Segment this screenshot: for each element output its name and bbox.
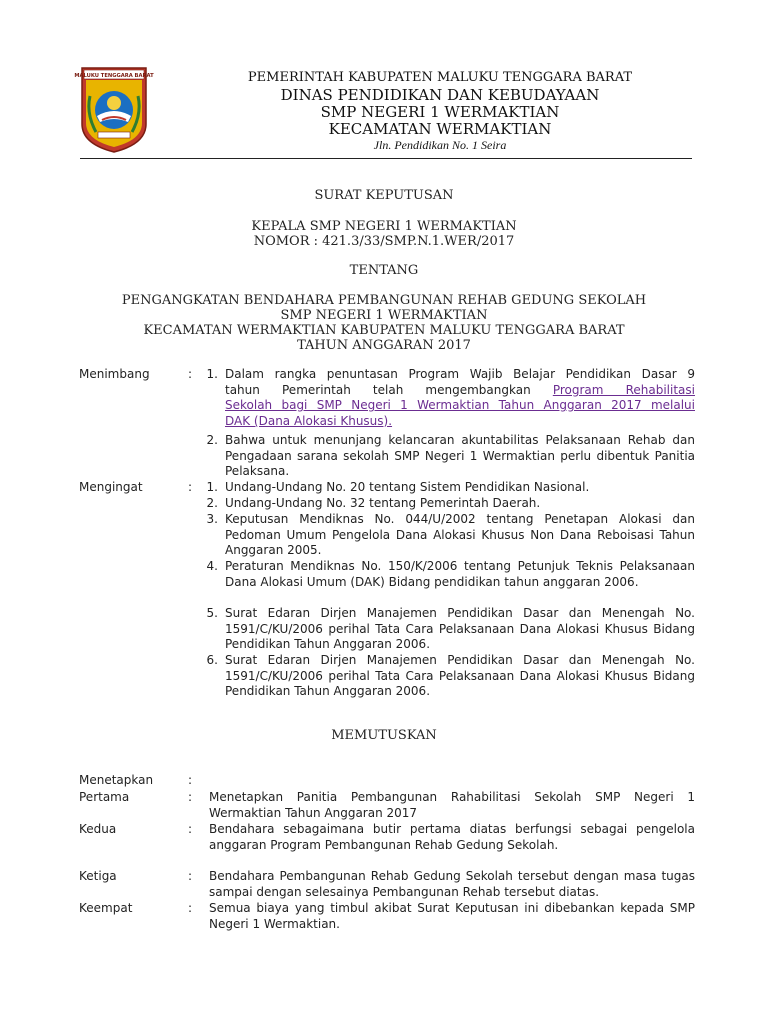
decision-label-ketiga: Ketiga [79,869,117,883]
decision-colon: : [188,901,193,915]
list-item: Undang-Undang No. 20 tentang Sistem Pendidikan Nasional. [225,480,590,494]
header-department: DINAS PENDIDIKAN DAN KEBUDAYAAN [280,86,600,104]
document-title: SURAT KEPUTUSAN [314,188,454,203]
subject-line-4: TAHUN ANGGARAN 2017 [297,338,471,353]
decision-label-keempat: Keempat [79,901,133,915]
section-label-menimbang: Menimbang [79,367,150,381]
list-item: Surat Edaran Dirjen Manajemen Pendidikan Dasar dan Menengah No. 1591/C/KU/2006 perihal Tata Cara Pelaksanaan Dana Alokasi Khusus Bidang Pendidikan Tahun Anggaran 2006. [225,606,695,652]
list-number: 6. [206,653,218,667]
document-about: TENTANG [349,263,419,278]
list-item: Peraturan Mendiknas No. 150/K/2006 tentang Petunjuk Teknis Pelaksanaan Dana Alokasi Umum (DAK) Bidang pendidikan tahun anggaran 2006. [225,559,695,589]
program-link[interactable]: Sekolah bagi SMP Negeri 1 Wermaktian Tahun Anggaran 2017 melalui [225,398,695,413]
decision-colon: : [188,869,193,883]
regency-logo [74,66,154,154]
decision-text-kedua: Bendahara sebagaimana butir pertama diatas berfungsi sebagai pengelola anggaran Program Pembangunan Rehab Gedung Sekolah. [209,822,695,852]
header-district: KECAMATAN WERMAKTIAN [328,120,552,138]
letterhead-divider [80,158,692,159]
decision-colon: : [188,822,193,836]
list-number: 2. [206,496,218,510]
subject-line-2: SMP NEGERI 1 WERMAKTIAN [280,308,488,323]
header-government: PEMERINTAH KABUPATEN MALUKU TENGGARA BARAT [247,70,633,85]
program-link[interactable]: Program Rehabilitasi [552,382,695,397]
list-number: 3. [206,512,218,526]
document-issuer: KEPALA SMP NEGERI 1 WERMAKTIAN [251,219,517,234]
decision-colon: : [188,790,193,804]
decision-label-pertama: Pertama [79,790,130,804]
list-number: 1. [206,367,218,381]
list-item [225,367,695,429]
subject-line-1: PENGANGKATAN BENDAHARA PEMBANGUNAN REHAB GEDUNG SEKOLAH [121,293,647,308]
decision-colon: : [188,773,193,787]
list-item-text: tahun Pemerintah telah mengembangkan [225,382,531,397]
decision-text-keempat: Semua biaya yang timbul akibat Surat Keputusan ini dibebankan kepada SMP Negeri 1 Wermaktian. [209,901,695,931]
decision-label-menetapkan: Menetapkan [79,773,154,787]
decision-text-ketiga: Bendahara Pembangunan Rehab Gedung Sekolah tersebut dengan masa tugas sampai dengan selesainya Pembangunan Rehab tersebut diatas. [209,869,695,899]
logo-banner-text: MALUKU TENGGARA BARAT [74,73,154,79]
header-school: SMP NEGERI 1 WERMAKTIAN [320,103,560,121]
section-colon: : [188,480,193,494]
decision-heading: MEMUTUSKAN [331,728,437,743]
header-address: Jln. Pendidikan No. 1 Seira [373,138,507,152]
list-item: Keputusan Mendiknas No. 044/U/2002 tentang Penetapan Alokasi dan Pedoman Umum Pengelola Dana Alokasi Khusus Non Dana Reboisasi Tahun Anggaran 2005. [225,512,695,558]
list-item: Bahwa untuk menunjang kelancaran akuntabilitas Pelaksanaan Rehab dan Pengadaan sarana sekolah SMP Negeri 1 Wermaktian perlu dibentuk Panitia Pelaksana. [225,433,695,479]
list-number: 5. [206,606,218,620]
subject-line-3: KECAMATAN WERMAKTIAN KABUPATEN MALUKU TENGGARA BARAT [143,323,625,338]
list-number: 1. [206,480,218,494]
section-colon: : [188,367,193,381]
section-label-mengingat: Mengingat [79,480,143,494]
list-item-text: Dalam rangka penuntasan Program Wajib Belajar Pendidikan Dasar 9 [225,367,695,381]
list-number: 2. [206,433,218,447]
document-number: NOMOR : 421.3/33/SMP.N.1.WER/2017 [253,234,515,249]
list-item: Undang-Undang No. 32 tentang Pemerintah Daerah. [225,496,541,510]
list-number: 4. [206,559,218,573]
program-link[interactable]: DAK (Dana Alokasi Khusus). [225,413,393,428]
list-item: Surat Edaran Dirjen Manajemen Pendidikan Dasar dan Menengah No. 1591/C/KU/2006 perihal Tata Cara Pelaksanaan Dana Alokasi Khusus Bidang Pendidikan Tahun Anggaran 2006. [225,653,695,699]
decision-text-pertama: Menetapkan Panitia Pembangunan Rahabilitasi Sekolah SMP Negeri 1 Wermaktian Tahun Anggaran 2017 [209,790,695,820]
decision-label-kedua: Kedua [79,822,117,836]
